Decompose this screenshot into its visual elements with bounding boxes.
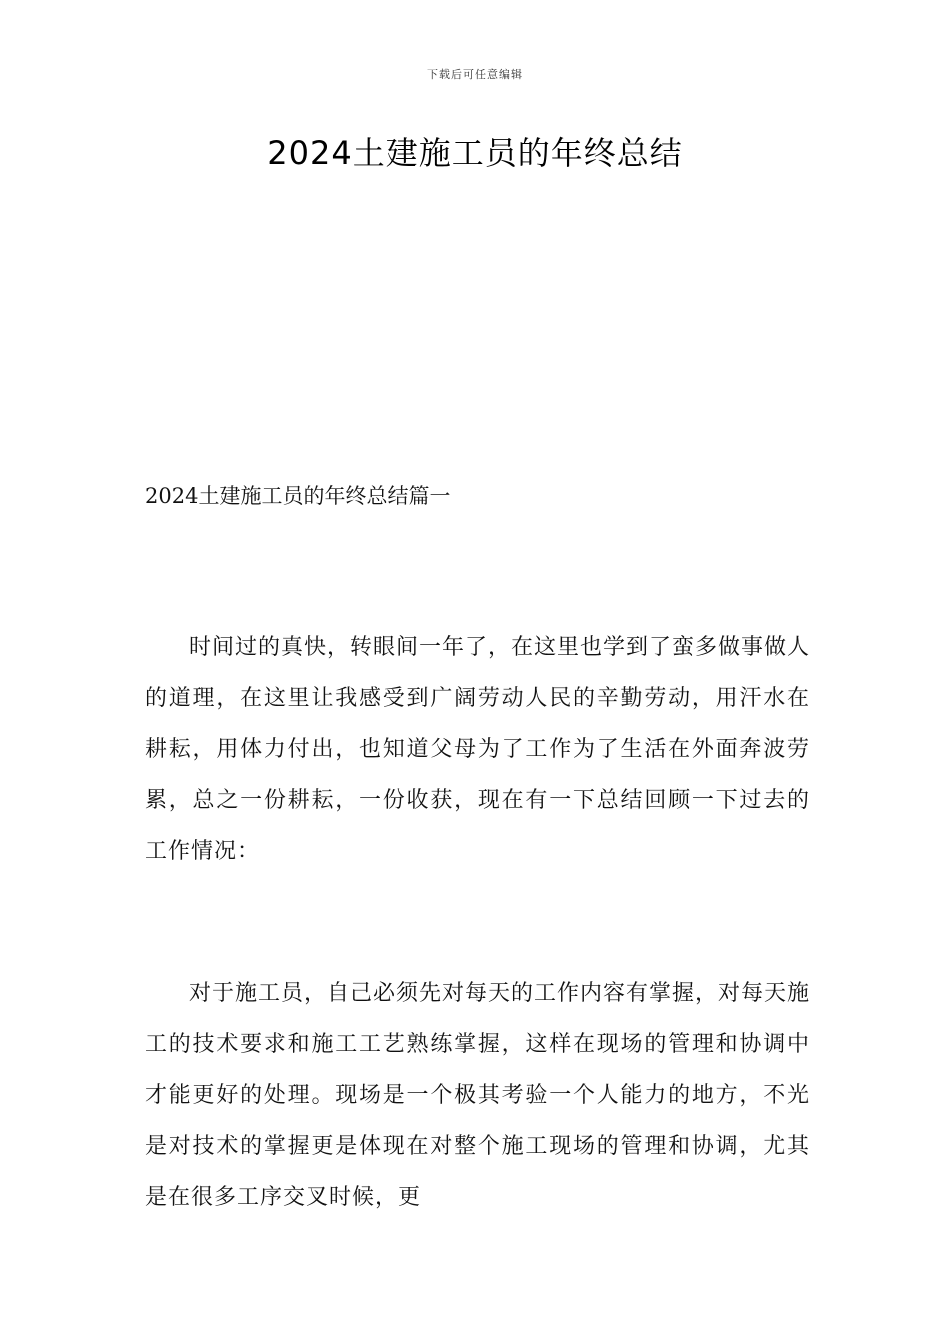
section-heading: 2024土建施工员的年终总结篇一 bbox=[145, 484, 451, 508]
document-title: 2024土建施工员的年终总结 bbox=[267, 134, 683, 172]
page-header-note: 下载后可任意编辑 bbox=[427, 68, 523, 81]
body-paragraph-2: 对于施工员，自己必须先对每天的工作内容有掌握，对每天施工的技术要求和施工工艺熟练掌握，这样在现场的管理和协调中才能更好的处理。现场是一个极其考验一个人能力的地方，不光是对技术的掌握更是体现在对整个施工现场的管理和协调，尤其是在很多工序交叉时候，更 bbox=[145, 981, 810, 1210]
body-paragraph-1: 时间过的真快，转眼间一年了，在这里也学到了蛮多做事做人的道理，在这里让我感受到广阔劳动人民的辛勤劳动，用汗水在耕耘，用体力付出，也知道父母为了工作为了生活在外面奔波劳累，总之一份耕耘，一份收获，现在有一下总结回顾一下过去的工作情况： bbox=[145, 635, 811, 864]
